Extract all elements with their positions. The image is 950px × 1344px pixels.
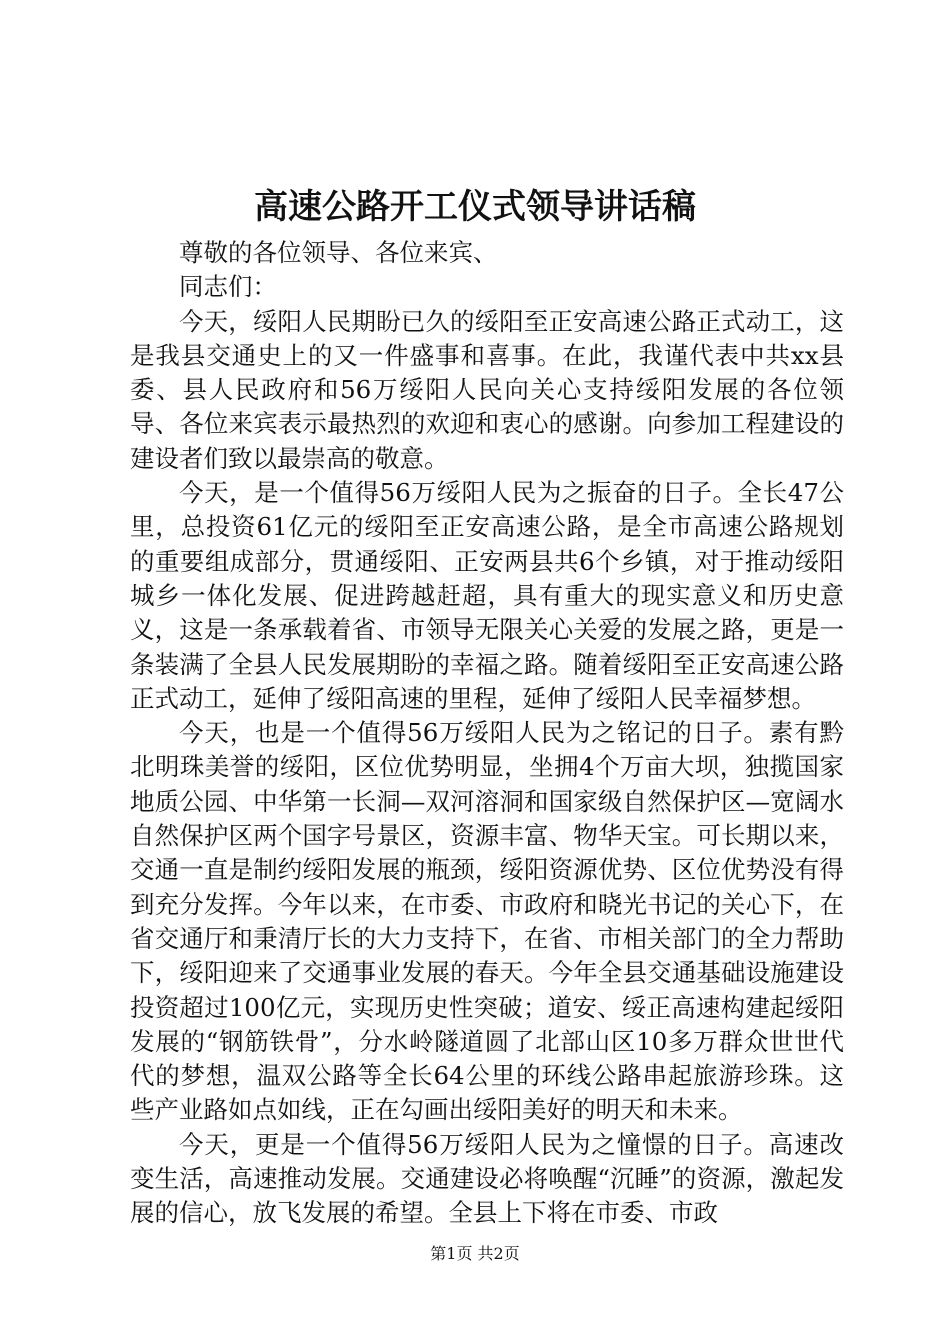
document-title: 高速公路开工仪式领导讲话稿 bbox=[254, 187, 696, 227]
body-paragraph: 今天，是一个值得56万绥阳人民为之振奋的日子。全长47公里，总投资61亿元的绥阳至正安高速公路，是全市高速公路规划的重要组成部分，贯通绥阳、正安两县共6个乡镇，对于推动绥阳城乡一体化发展、促进跨越赶超，具有重大的现实意义和历史意义，这是一条承载着省、市领导无限关心关爱的发展之路，更是一条装满了全县人民发展期盼的幸福之路。随着绥阳至正安高速公路正式动工，延伸了绥阳高速的里程，延伸了绥阳人民幸福梦想。 bbox=[130, 478, 844, 713]
body-paragraph: 今天，更是一个值得56万绥阳人民为之憧憬的日子。高速改变生活，高速推动发展。交通建设必将唤醒“沉睡”的资源，激起发展的信心，放飞发展的希望。全县上下将在市委、市政 bbox=[130, 1129, 844, 1228]
salutation-line: 尊敬的各位领导、各位来宾、 bbox=[179, 238, 498, 267]
document-body bbox=[130, 236, 844, 1231]
page-footer: 第1页 共2页 bbox=[430, 1244, 520, 1263]
body-paragraph: 今天，绥阳人民期盼已久的绥阳至正安高速公路正式动工，这是我县交通史上的又一件盛事和喜事。在此，我谨代表中共xx县委、县人民政府和56万绥阳人民向关心支持绥阳发展的各位领导、各位来宾表示最热烈的欢迎和衷心的感谢。向参加工程建设的建设者们致以最崇高的敬意。 bbox=[130, 306, 844, 473]
salutation-line: 同志们： bbox=[179, 272, 277, 302]
body-paragraph: 今天，也是一个值得56万绥阳人民为之铭记的日子。素有黔北明珠美誉的绥阳，区位优势明显，坐拥4个万亩大坝，独揽国家地质公园、中华第一长洞—双河溶洞和国家级自然保护区—宽阔水自然保护区两个国字号景区，资源丰富、物华天宝。可长期以来，交通一直是制约绥阳发展的瓶颈，绥阳资源优势、区位优势没有得到充分发挥。今年以来，在市委、市政府和晓光书记的关心下，在省交通厅和秉清厅长的大力支持下，在省、市相关部门的全力帮助下，绥阳迎来了交通事业发展的春天。今年全县交通基础设施建设投资超过100亿元，实现历史性突破；道安、绥正高速构建起绥阳发展的“钢筋铁骨”，分水岭隧道圆了北部山区10多万群众世世代代的梦想，温双公路等全长64公里的环线公路串起旅游珍珠。这些产业路如点如线，正在勾画出绥阳美好的明天和未来。 bbox=[130, 718, 844, 1125]
